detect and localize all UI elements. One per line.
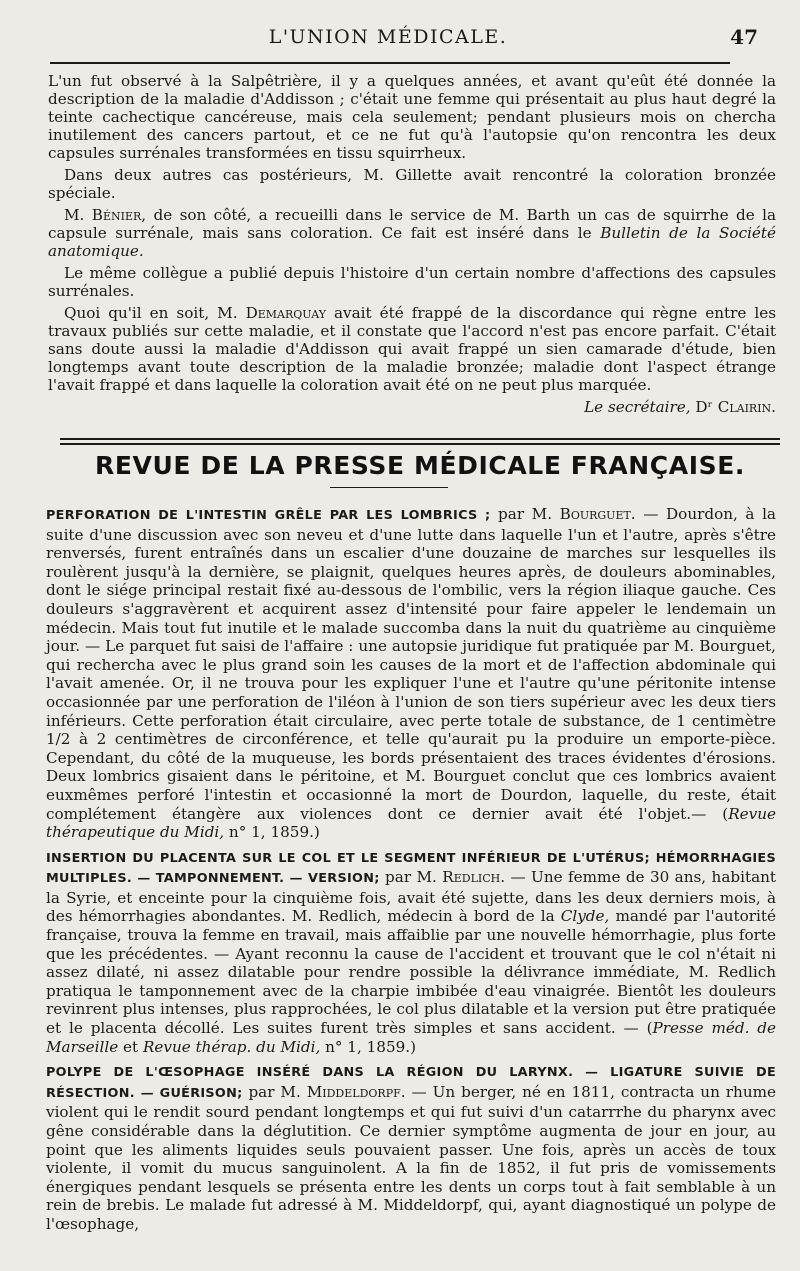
article-heading: POLYPE DE L'ŒSOPHAGE INSÉRÉ DANS LA RÉGION DU LARYNX. — LIGATURE SUIVIE DE RÉSECTION. — GUÉRISON; <box>46 1065 776 1101</box>
intro-paragraph-1: L'un fut observé à la Salpêtrière, il y a quelques années, et avant qu'eût été donnée la description de la maladie d'Addisson ; c'était une femme qui présentait au plus haut degré la teinte cachectique cancéreuse, mais cela seulement; pendant plusieurs mois on chercha inutilement des cancers partout, et ce ne fut qu'à l'autopsie qu'on rencontra les deux capsules surrénales transformées en tissu squirrheux. <box>48 72 776 162</box>
intro-paragraph-2: Dans deux autres cas postérieurs, M. Gillette avait rencontré la coloration bronzée spéciale. <box>48 166 776 202</box>
article-heading: INSERTION DU PLACENTA SUR LE COL ET LE SEGMENT INFÉRIEUR DE L'UTÉRUS; HÉMORRHAGIES MULTIPLES. — TAMPONNEMENT. — VERSION; <box>46 850 776 887</box>
section-divider <box>60 438 780 448</box>
article-placenta: INSERTION DU PLACENTA SUR LE COL ET LE SEGMENT INFÉRIEUR DE L'UTÉRUS; HÉMORRHAGIES MULTIPLES. — TAMPONNEMENT. — VERSION; par M. Redlich. — Une femme de 30 ans, habitant la Syrie, et enceinte pour la cinquième fois, avait été sujette, dans les deux derniers mois, à des hémorrhagies abondantes. M. Redlich, médecin à bord de la Clyde, mandé par l'autorité française, trouva la femme en travail, mais affaiblie par une nouvelle hémorrhagie, plus forte que les précédentes. — Ayant reconnu la cause de l'accident et trouvant que le col n'était ni assez dilaté, ni assez dilatable pour rendre possible la délivrance immédiate, M. Redlich pratiqua le tamponnement avec de la charpie imbibée d'eau vinaigrée. Bientôt les douleurs revinrent plus intenses, plus rapprochées, le col plus dilatable et la version put être pratiquée et le placenta décollé. Les suites furent très simples et sans accident. — (Presse méd. de Marseille et Revue thérap. du Midi, n° 1, 1859.) <box>46 850 777 1056</box>
article-perforation: PERFORATION DE L'INTESTIN GRÊLE PAR LES LOMBRICS ; par M. Bourguet. — Dourdon, à la suite d'une discussion avec son neveu et d'une lutte dans laquelle l'un et l'autre, après s'être renversés, furent entraînés dans un escalier d'une douzaine de marches sur lesquelles ils roulèrent jusqu'à la dernière, se plaignit, quelques heures après, de douleurs abominables, dont le siége principal restait fixé au-dessous de l'ombilic, vers la région iliaque gauche. Ces douleurs s'aggravèrent et acquirent assez d'intensité pour faire appeler le lendemain un médecin. Mais tout fut inutile et le malade succomba dans la nuit du quatrième au cinquième jour. — Le parquet fut saisi de l'affaire : une autopsie juridique fut pratiquée par M. Bourguet, qui rechercha avec le plus grand soin les causes de la mort et de l'affection abdominale qui l'avait amenée. Or, il ne trouva pour les expliquer l'une et l'autre qu'une péritonite intense occasionnée par une perforation de l'iléon à l'union de son tiers supérieur avec les deux tiers inférieurs. Cette perforation était circulaire, avec perte totale de substance, de 1 centimètre 1/2 à 2 centimètres de circonférence, et telle qu'aurait pu la produire un emporte-pièce. Cependant, du côté de la muqueuse, les bords présentaient des traces évidentes d'érosions. Deux lombrics gisaient dans le péritoine, et M. Bourguet conclut que ces lombrics avaient euxmêmes perforé l'intestin et occasionné la mort de Dourdon, laquelle, du reste, était complétement étangère aux violences dont ce dernier avait été l'objet.— (Revue thérapeutique du Midi, n° 1, 1859.) <box>46 505 776 842</box>
section-title: REVUE DE LA PRESSE MÉDICALE FRANÇAISE. <box>95 451 745 480</box>
page-number: 47 <box>730 25 758 49</box>
article-author: Redlich. <box>442 868 506 887</box>
articles <box>46 505 776 1240</box>
title-underline <box>330 487 448 488</box>
article-source-2: Revue thérap. du Midi, <box>142 1037 321 1056</box>
journal-citation: Bulletin de la Société anatomique. <box>48 224 777 260</box>
intro-text <box>48 72 776 416</box>
signature: Le secrétaire, Dʳ Clairin. <box>584 398 776 416</box>
running-head: L'UNION MÉDICALE. <box>268 26 508 48</box>
article-source: Presse méd. de Marseille <box>46 1019 776 1056</box>
article-source: Revue thérapeutique du Midi, <box>46 804 776 842</box>
person-name: Bénier <box>91 206 142 224</box>
article-polype: POLYPE DE L'ŒSOPHAGE INSÉRÉ DANS LA RÉGION DU LARYNX. — LIGATURE SUIVIE DE RÉSECTION. — GUÉRISON; par M. Middeldorpf. — Un berger, né en 1811, contracta un rhume violent qui le rendit sourd pendant longtemps et qui fut suivi d'un catarrrhe du pharynx avec gêne considérable dans la déglutition. Ce dernier symptôme augmenta de jour en jour, au point que les aliments liquides seuls pouvaient passer. Une fois, après un accès de toux violente, il vomit du mucus sanguinolent. A la fin de 1852, il fut pris de vomissements énergiques pendant lesquels se présenta entre les dents un corps tout à fait semblable à un rein de brebis. Le malade fut adressé à M. Middeldorpf, qui, ayant diagnostiqué un polype de l'œsophage, <box>46 1065 776 1233</box>
article-heading: PERFORATION DE L'INTESTIN GRÊLE PAR LES LOMBRICS ; <box>46 508 491 523</box>
person-name: Demarquay <box>245 304 326 322</box>
header-rule <box>50 62 730 64</box>
intro-paragraph-4: Le même collègue a publié depuis l'histoire d'un certain nombre d'affections des capsules surrénales. <box>48 264 776 300</box>
ship-name: Clyde, <box>560 907 610 926</box>
article-author: Middeldorpf. <box>306 1082 406 1101</box>
article-author: Bourguet. <box>559 505 636 523</box>
intro-paragraph-5: Quoi qu'il en soit, M. Demarquay avait été frappé de la discordance qui règne entre les travaux publiés sur cette maladie, et il constate que l'accord n'est pas encore parfait. C'était sans doute aussi la maladie d'Addisson qui avait frappé un sien camarade d'étude, bien longtemps avant toute description de la maladie bronzée; maladie dont l'aspect étrange l'avait frappé et dans laquelle la coloration avait été on ne peut plus marquée. <box>48 304 776 394</box>
intro-paragraph-3: M. Bénier, de son côté, a recueilli dans le service de M. Barth un cas de squirrhe de la capsule surrénale, mais sans coloration. Ce fait est inséré dans le Bulletin de la Société anatomique. <box>48 206 777 260</box>
page-header <box>46 25 758 52</box>
